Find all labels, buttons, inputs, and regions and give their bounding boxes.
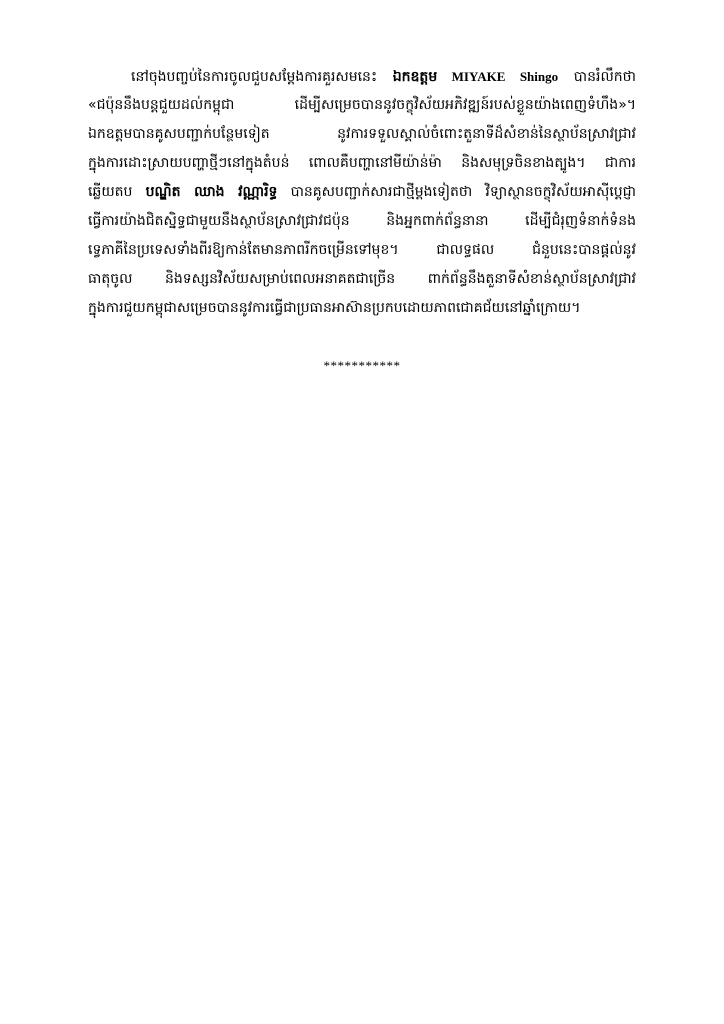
- paragraph-line-1: [88, 62, 636, 91]
- paragraph-line-5: [88, 178, 636, 207]
- paragraph-line-4: ក្នុងការដោះស្រាយបញ្ហាថ្មីៗនៅក្នុងតំបន់ ពោលគឺបញ្ហានៅមីយ៉ាន់ម៉ា និងសមុទ្រចិនខាងត្បូង។ ជាការ: [88, 155, 636, 171]
- line-5-text-end: បានគូសបញ្ជាក់សារជាថ្មីម្តងទៀតថា វិទ្យាស្ថានចក្ខុវិស័យអាស៊ីប្តេជ្ញា: [277, 184, 636, 200]
- title-his-excellency: ឯកឧត្តម: [392, 69, 438, 85]
- paragraph-line-8: ធាតុចូល និងទស្សនវិស័យសម្រាប់ពេលអនាគតជាច្រើន ពាក់ព័ន្ធនឹងតួនាទីសំខាន់ស្ថាប័នស្រាវជ្រាវ: [88, 271, 636, 287]
- paragraph-line-7: ទ្វេភាគីនៃប្រទេសទាំងពីរឱ្យកាន់តែមានភាពរីកចម្រើនទៅមុខ។ ជាលទ្ធផល ជំនួបនេះបានផ្តល់នូវ: [88, 242, 636, 258]
- paragraph-line-9: ក្នុងការជួយកម្ពុជាសម្រេចបាននូវការធ្វើជាប្រធានអាស៊ានប្រកបដោយភាពជោគជ័យនៅឆ្នាំក្រោយ។: [88, 300, 581, 316]
- section-separator: ***********: [323, 358, 401, 373]
- body-paragraph: [88, 62, 636, 323]
- doctor-name: បណ្ឌិត ឈាង វណ្ណារិទ្ធ: [145, 184, 278, 200]
- paragraph-line-6: ធ្វើការយ៉ាងជិតស្និទ្ធជាមួយនឹងស្ថាប័នស្រាវជ្រាវជប៉ុន និងអ្នកពាក់ព័ន្ធនានា ដើម្បីជំរុញទំនាក់ទំនង: [88, 213, 636, 229]
- paragraph-line-2: «ជប៉ុននឹងបន្តជួយដល់កម្ពុជា ដើម្បីសម្រេចបាននូវចក្ខុវិស័យអភិវឌ្ឍន៍របស់ខ្លួនយ៉ាងពេញទំហឹង»។: [88, 97, 636, 113]
- ambassador-name: MIYAKE Shingo: [437, 69, 559, 84]
- line-1-text: នៅចុងបញ្ចប់នៃការចូលជួបសម្តែងការគួរសមនេះ: [131, 69, 393, 85]
- line-5-text: ឆ្លើយតប: [88, 184, 146, 200]
- paragraph-line-3: ឯកឧត្តមបានគូសបញ្ជាក់បន្ថែមទៀត នូវការទទួលស្គាល់ចំពោះតួនាទីដ៏សំខាន់នៃស្ថាប័នស្រាវជ្រាវ: [88, 126, 636, 142]
- line-1-text-end: បានរំលឹកថា: [558, 69, 636, 85]
